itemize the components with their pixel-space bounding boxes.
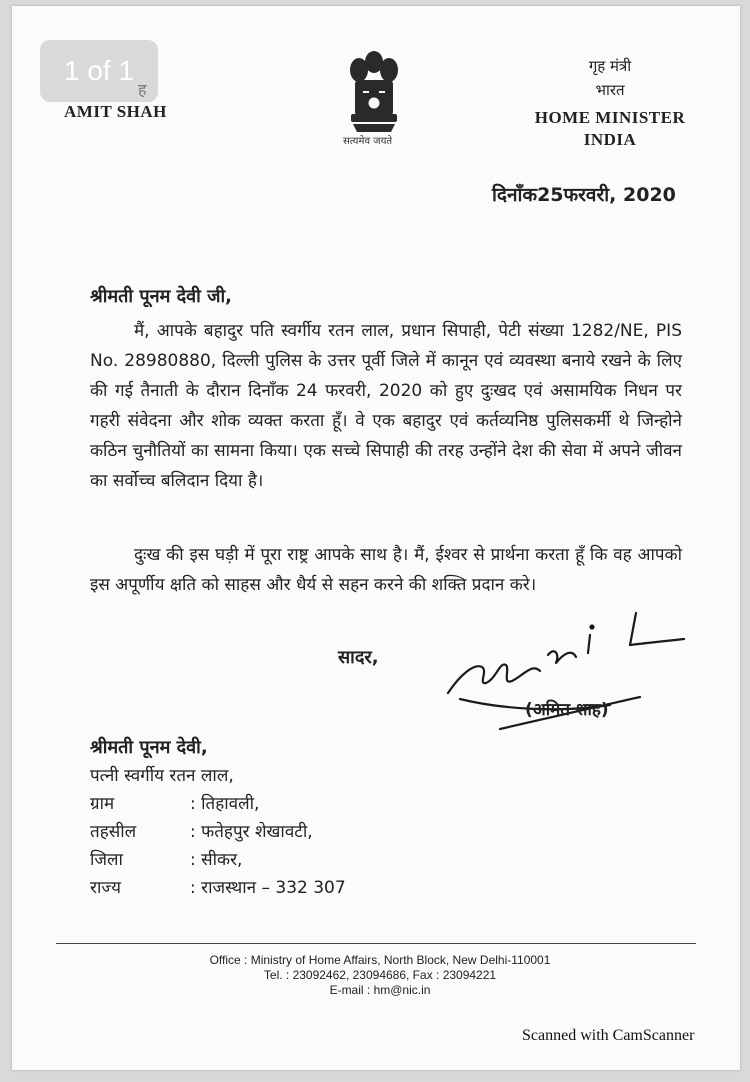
designation-english: HOME MINISTER [534,108,686,127]
address-value: : फतेहपुर शेखावटी, [190,822,313,842]
body-paragraph-2: दुःख की इस घड़ी में पूरा राष्ट्र आपके साथ है। मैं, ईश्वर से प्रार्थना करता हूँ कि वह आपको इस अपूर्णीय क्षति को साहस और धैर्य से सहन करने की शक्ति प्रदान करे। [90,545,682,595]
body-paragraph-1: मैं, आपके बहादुर पति स्वर्गीय रतन लाल, प्रधान सिपाही, पेटी संख्या 1282/NE, PIS No. 28980880, दिल्ली पुलिस के उत्तर पूर्वी जिले में कानून एवं व्यवस्था बनाये रखने के लिए की गई तैनाती के दौरान दिनाँक 24 फरवरी, 2020 को हुए दुःखद एवं असामयिक निधन पर गहरी संवेदना और शोक व्यक्त करता हूँ। वे एक बहादुर एवं कर्तव्यनिष्ठ पुलिसकर्मी थे जिन्होने कठिन चुनौतियों का सामना किया। एक सच्चे सिपाही की तरह उन्होंने देश की सेवा में अपने जीवन का सर्वोच्च बलिदान दिया है। [90,321,682,491]
page-indicator: 1 of 1 [40,40,158,102]
closing: सादर, [338,647,379,668]
emblem-motto: सत्यमेव जयते [343,136,393,147]
address-value: : सीकर, [190,850,243,870]
scanner-watermark: Scanned with CamScanner [522,1027,695,1044]
designation-hindi: गृह मंत्री [588,57,632,75]
salutation: श्रीमती पूनम देवी जी, [90,286,232,307]
footer-email: E-mail : hm@nic.in [329,983,431,997]
signer-name: (अमित शाह) [525,700,609,720]
designation-block [520,56,700,150]
address-label: राज्य [90,878,121,898]
letter-page [12,6,740,1070]
recipient-name: श्रीमती पूनम देवी, [90,737,208,758]
footer-phone: Tel. : 23092462, 23094686, Fax : 23094221 [263,968,497,982]
footer-office: Office : Ministry of Home Affairs, North Block, New Delhi-110001 [209,953,551,967]
footer-divider [56,943,696,944]
country-english: INDIA [583,130,637,149]
address-label: जिला [90,850,123,870]
address-label: तहसील [90,822,137,842]
address-label: ग्राम [90,794,115,814]
address-value: : राजस्थान – 332 307 [190,878,346,898]
recipient-relation: पत्नी स्वर्गीय रतन लाल, [90,766,234,786]
address-value: : तिहावली, [190,794,260,814]
name-english: AMIT SHAH [64,102,167,121]
country-hindi: भारत [595,81,625,99]
letter-date: दिनाँक25फरवरी, 2020 [492,184,676,206]
footer-contact [120,953,640,998]
